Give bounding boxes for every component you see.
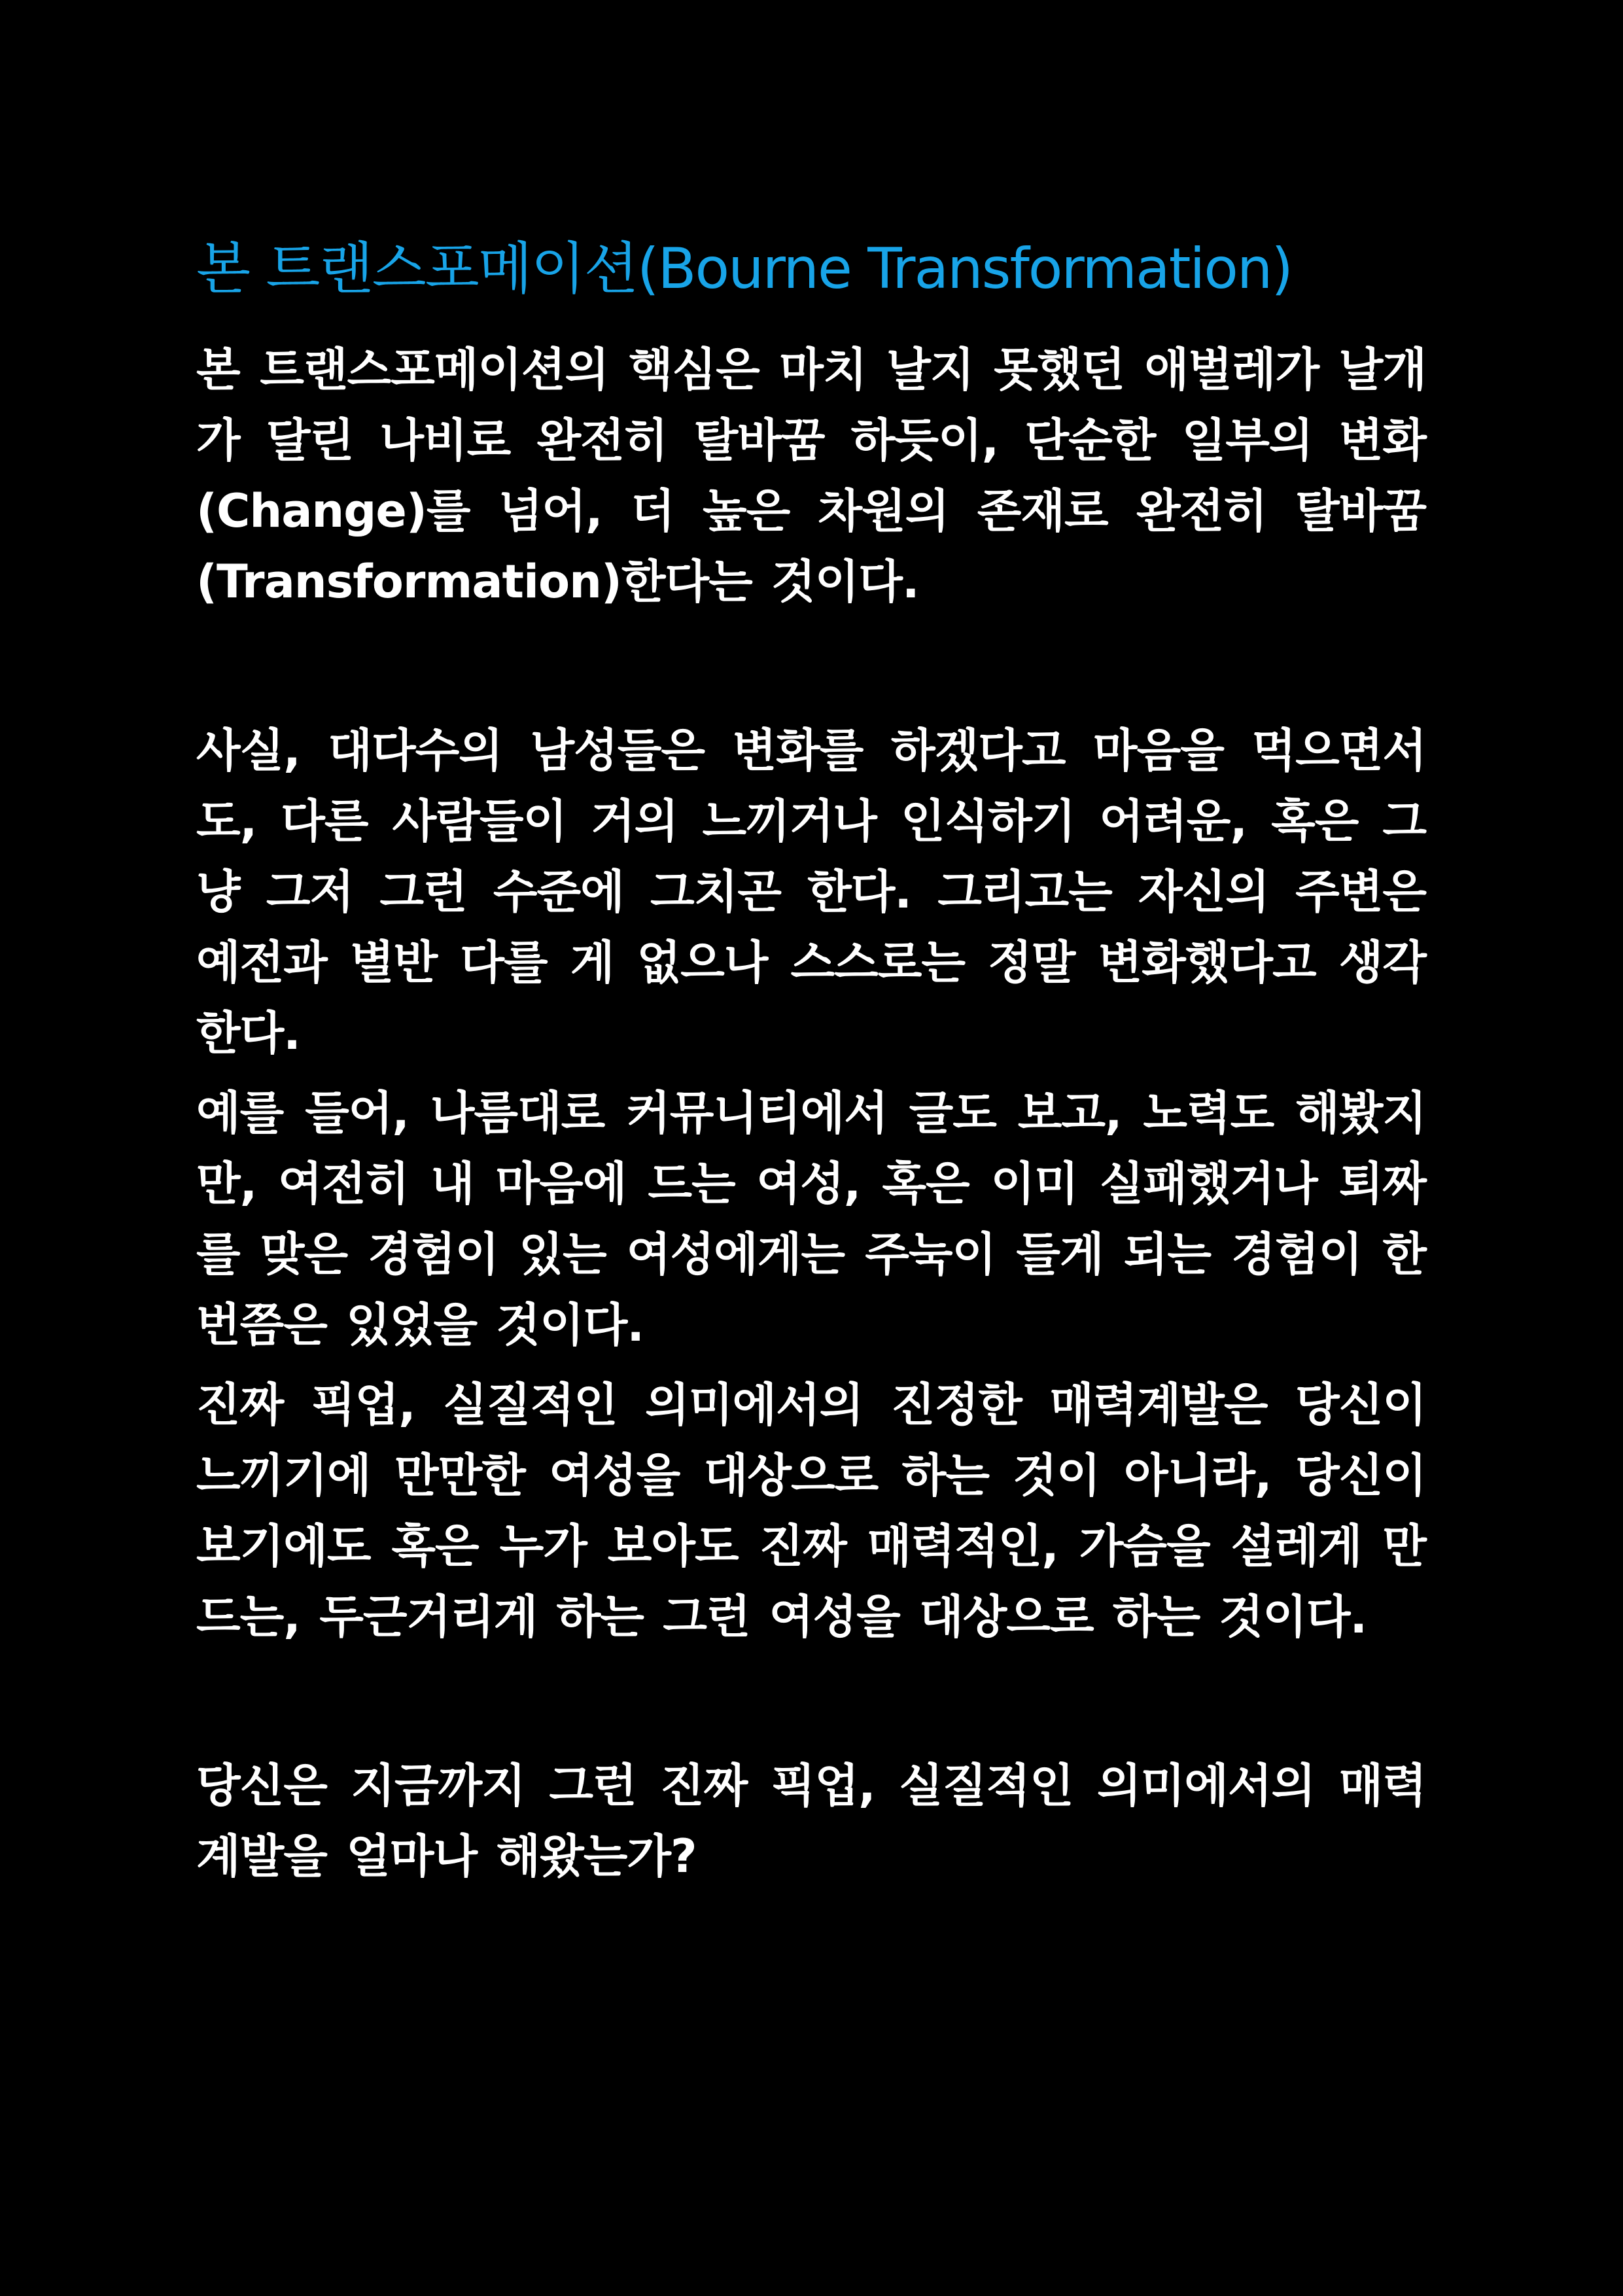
paragraph-spacer [196, 617, 1426, 715]
document-title: 본 트랜스포메이션(Bourne Transformation) [196, 236, 1292, 302]
paragraph-5: 당신은 지금까지 그런 진짜 픽업, 실질적인 의미에서의 매력계발을 얼마나 해왔는가? [196, 1759, 1426, 1884]
paragraph-spacer [196, 1360, 1426, 1369]
paragraph-1: 본 트랜스포메이션의 핵심은 마치 날지 못했던 애벌레가 날개가 달린 나비로 완전히 탈바꿈 하듯이, 단순한 일부의 변화(Change)를 넘어, 더 높은 차원의 존재로 완전히 탈바꿈(Transformation)한다는 것이다. [196, 343, 1426, 609]
document-page [196, 236, 1426, 1892]
paragraph-4: 진짜 픽업, 실질적인 의미에서의 진정한 매력계발은 당신이 느끼기에 만만한 여성을 대상으로 하는 것이 아니라, 당신이 보기에도 혹은 누가 보아도 진짜 매력적인, 가슴을 설레게 만드는, 두근거리게 하는 그런 여성을 대상으로 하는 것이다. [196, 1378, 1426, 1644]
paragraph-spacer [196, 1652, 1426, 1750]
paragraph-spacer [196, 1069, 1426, 1078]
paragraph-2: 사실, 대다수의 남성들은 변화를 하겠다고 마음을 먹으면서도, 다른 사람들이 거의 느끼거나 인식하기 어려운, 혹은 그냥 그저 그런 수준에 그치곤 한다. 그리고는 자신의 주변은 예전과 별반 다를 게 없으나 스스로는 정말 변화했다고 생각한다. [196, 724, 1426, 1061]
paragraph-3: 예를 들어, 나름대로 커뮤니티에서 글도 보고, 노력도 해봤지만, 여전히 내 마음에 드는 여성, 혹은 이미 실패했거나 퇴짜를 맞은 경험이 있는 여성에게는 주눅이 들게 되는 경험이 한번쯤은 있었을 것이다. [196, 1086, 1426, 1352]
